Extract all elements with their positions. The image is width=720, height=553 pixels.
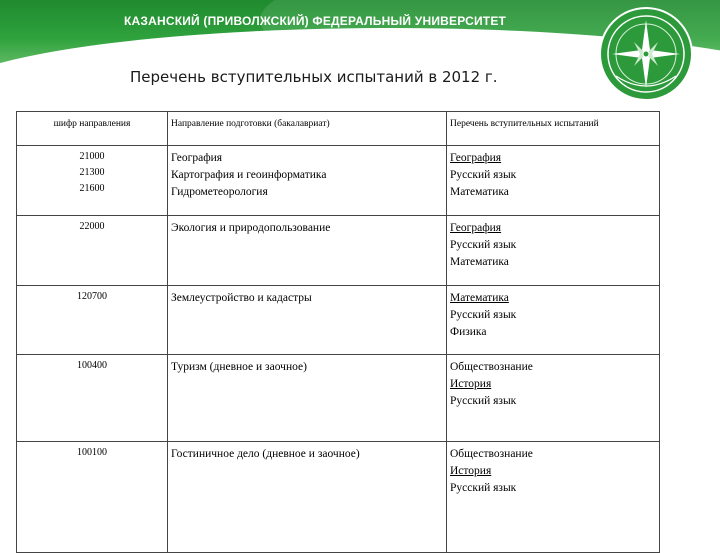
program: Туризм (дневное и заочное) [171, 361, 307, 373]
university-title: КАЗАНСКИЙ (ПРИВОЛЖСКИЙ) ФЕДЕРАЛЬНЫЙ УНИВЕРСИТЕТ [124, 14, 507, 28]
exams-cell [447, 442, 660, 553]
code: 21600 [79, 183, 105, 194]
header-code [17, 112, 168, 146]
exam-required: История [450, 378, 492, 390]
code: 21300 [79, 167, 105, 178]
exams-cell [447, 216, 660, 286]
exam-required: География [450, 152, 502, 164]
exam: Физика [450, 326, 487, 338]
program-cell [168, 442, 447, 553]
code-cell [17, 286, 168, 355]
table-row [17, 442, 660, 553]
code: 100100 [77, 447, 107, 458]
program-cell [168, 146, 447, 216]
table-row [17, 355, 660, 442]
table-header-row [17, 112, 660, 146]
program: Картография и геоинформатика [171, 169, 327, 181]
exam: Русский язык [450, 169, 517, 181]
program-cell [168, 355, 447, 442]
exams-cell [447, 355, 660, 442]
exam-required: География [450, 222, 502, 234]
code: 22000 [79, 221, 105, 232]
header-program-text: Направление подготовки (бакалавриат) [171, 119, 330, 129]
code: 120700 [77, 291, 107, 302]
header-program [168, 112, 447, 146]
slide-title: Перечень вступительных испытаний в 2012 г. [130, 68, 498, 86]
exam: Русский язык [450, 482, 517, 494]
program: Землеустройство и кадастры [171, 292, 312, 304]
code: 21000 [79, 151, 105, 162]
code: 100400 [77, 360, 107, 371]
code-cell [17, 216, 168, 286]
exam: Математика [450, 256, 509, 268]
exam: Русский язык [450, 395, 517, 407]
university-logo-emblem [598, 6, 694, 102]
exam-required: История [450, 465, 492, 477]
exam: Обществознание [450, 361, 533, 373]
exam: Обществознание [450, 448, 533, 460]
header-code-text: шифр направления [53, 119, 131, 129]
program: Экология и природопользование [171, 222, 331, 234]
exam: Русский язык [450, 309, 517, 321]
program: Гидрометеорология [171, 186, 268, 198]
code-cell [17, 442, 168, 553]
program-cell [168, 216, 447, 286]
admission-exams-table [16, 111, 660, 553]
program-cell [168, 286, 447, 355]
table-row [17, 146, 660, 216]
program: География [171, 152, 223, 164]
exam: Русский язык [450, 239, 517, 251]
header-exams-text: Перечень вступительных испытаний [450, 119, 599, 129]
exam: Математика [450, 186, 509, 198]
code-cell [17, 146, 168, 216]
program: Гостиничное дело (дневное и заочное) [171, 448, 360, 460]
exam-required: Математика [450, 292, 509, 304]
exams-cell [447, 146, 660, 216]
exams-cell [447, 286, 660, 355]
table-row [17, 286, 660, 355]
table-row [17, 216, 660, 286]
header-exams [447, 112, 660, 146]
code-cell [17, 355, 168, 442]
